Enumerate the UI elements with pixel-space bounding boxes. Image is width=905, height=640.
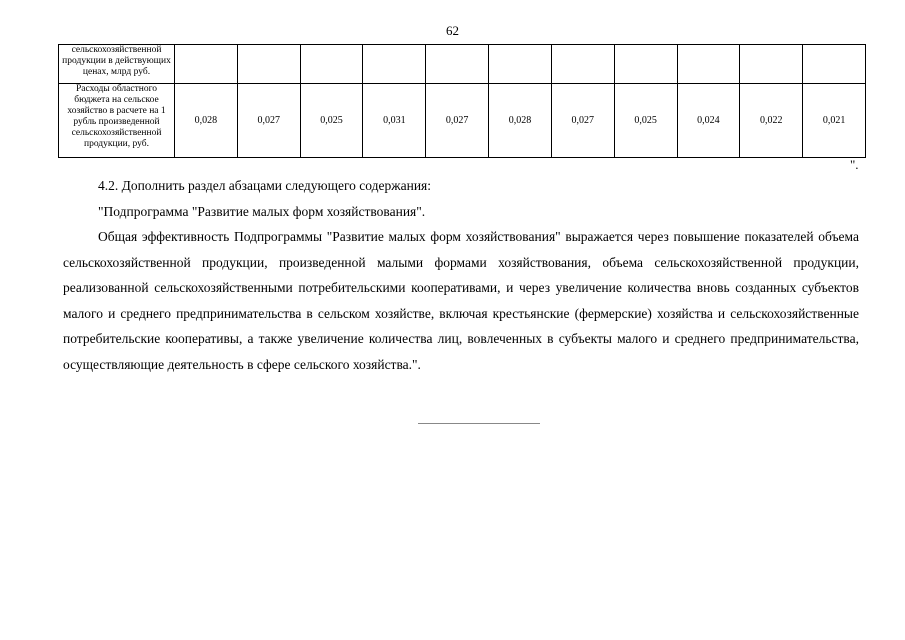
value-cell bbox=[237, 45, 300, 84]
value-cell: 0,031 bbox=[363, 84, 426, 158]
value-cell: 0,024 bbox=[677, 84, 740, 158]
value-cell: 0,022 bbox=[740, 84, 803, 158]
value-cell: 0,028 bbox=[489, 84, 552, 158]
value-cell bbox=[426, 45, 489, 84]
table-row-budget-spending bbox=[59, 84, 866, 158]
value-cell bbox=[803, 45, 866, 84]
row-label: Расходы областного бюджета на сельское хозяйство в расчете на 1 рубль произведенной сельскохозяйственной продукции, руб. bbox=[59, 84, 175, 158]
value-cell bbox=[614, 45, 677, 84]
value-cell bbox=[363, 45, 426, 84]
table-row-production bbox=[59, 45, 866, 84]
indicators-table bbox=[58, 44, 866, 158]
paragraph-amendment: 4.2. Дополнить раздел абзацами следующего содержания: bbox=[98, 178, 431, 193]
value-cell: 0,025 bbox=[614, 84, 677, 158]
value-cell bbox=[551, 45, 614, 84]
end-divider bbox=[418, 423, 540, 424]
text-body bbox=[63, 173, 859, 377]
value-cell bbox=[300, 45, 363, 84]
paragraph-efficiency: Общая эффективность Подпрограммы "Развитие малых форм хозяйствования" выражается через повышение показателей объема сельскохозяйственной продукции, произведенной малыми формами хозяйствования, объема сельскохозяйственной продукции, реализованной сельскохозяйственными потребительскими кооперативами, и через увеличение количества вновь созданных субъектов малого и среднего предпринимательства в сельском хозяйстве, включая крестьянские (фермерские) хозяйства и сельскохозяйственные потребительские кооперативы, а также увеличение количества лиц, вовлеченных в субъекты малого и среднего предпринимательства, осуществляющие деятельность в сфере сельского хозяйства.". bbox=[63, 229, 859, 372]
page-number: 62 bbox=[446, 23, 459, 38]
value-cell: 0,028 bbox=[175, 84, 238, 158]
value-cell: 0,027 bbox=[426, 84, 489, 158]
value-cell bbox=[175, 45, 238, 84]
value-cell: 0,021 bbox=[803, 84, 866, 158]
value-cell bbox=[740, 45, 803, 84]
value-cell: 0,027 bbox=[237, 84, 300, 158]
value-cell bbox=[677, 45, 740, 84]
table-close-quote: ". bbox=[850, 157, 859, 172]
value-cell bbox=[489, 45, 552, 84]
paragraph-subprogram-title: "Подпрограмма "Развитие малых форм хозяйствования". bbox=[98, 203, 426, 219]
value-cell: 0,025 bbox=[300, 84, 363, 158]
value-cell: 0,027 bbox=[551, 84, 614, 158]
row-label: сельскохозяйственной продукции в действующих ценах, млрд руб. bbox=[59, 45, 175, 84]
